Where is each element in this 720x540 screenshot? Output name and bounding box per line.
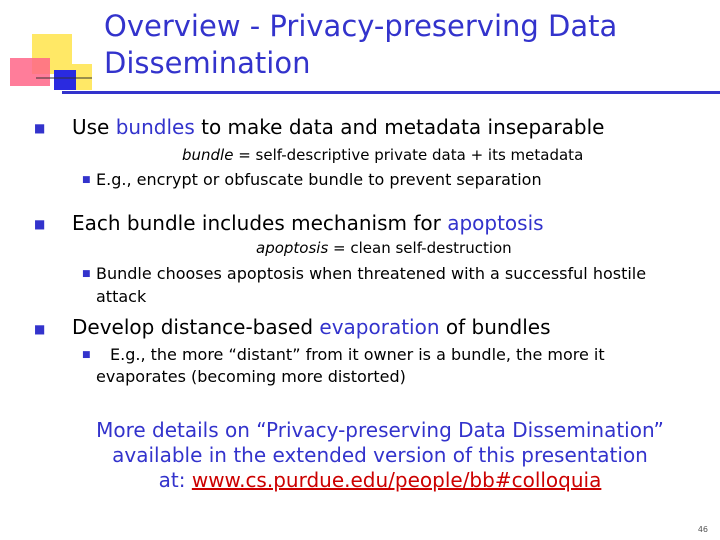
logo-blue-square bbox=[54, 70, 76, 90]
more-details-line-1: More details on “Privacy-preserving Data Dissemination” bbox=[96, 418, 664, 442]
title-line-1: Overview - Privacy-preserving Data bbox=[104, 9, 618, 43]
bullet-icon: ■ bbox=[34, 217, 46, 231]
highlight-apoptosis: apoptosis bbox=[447, 211, 544, 235]
definition-term: bundle bbox=[182, 146, 234, 164]
title-line-2: Dissemination bbox=[104, 46, 311, 80]
slide-logo bbox=[0, 0, 110, 100]
sub-bullet-icon: ■ bbox=[82, 175, 91, 185]
sub-bullet-icon: ■ bbox=[82, 350, 91, 360]
highlight-bundles: bundles bbox=[115, 115, 195, 139]
bullet-1: Use bundles to make data and metadata inseparable bbox=[72, 115, 605, 139]
more-details-line-2: available in the extended version of this presentation bbox=[112, 443, 648, 467]
more-details bbox=[70, 418, 690, 493]
sub-bullet-1: E.g., encrypt or obfuscate bundle to prevent separation bbox=[96, 170, 542, 189]
sub-bullet-icon: ■ bbox=[82, 269, 91, 279]
sub-bullet-3-line-1: E.g., the more “distant” from it owner is a bundle, the more it bbox=[110, 345, 605, 364]
more-details-line-3: at: www.cs.purdue.edu/people/bb#colloquia bbox=[158, 468, 602, 492]
title-underline bbox=[62, 91, 720, 94]
bullet-icon: ■ bbox=[34, 322, 46, 336]
sub-bullet-2-line-1: Bundle chooses apoptosis when threatened with a successful hostile bbox=[96, 264, 647, 283]
bullet-icon: ■ bbox=[34, 121, 46, 135]
sub-bullet-3-line-2: evaporates (becoming more distorted) bbox=[96, 367, 406, 386]
definition-apoptosis: apoptosis = clean self-destruction bbox=[256, 239, 512, 257]
page-number: 46 bbox=[697, 525, 708, 534]
slide-title bbox=[104, 8, 704, 82]
definition-bundle: bundle = self-descriptive private data + its metadata bbox=[182, 146, 584, 164]
bullet-2: Each bundle includes mechanism for apoptosis bbox=[72, 211, 544, 235]
sub-bullet-2-line-2: attack bbox=[96, 287, 147, 306]
logo-red-square bbox=[10, 58, 50, 86]
highlight-evaporation: evaporation bbox=[319, 315, 440, 339]
bullet-3: Develop distance-based evaporation of bundles bbox=[72, 315, 551, 339]
definition-term: apoptosis bbox=[256, 239, 329, 257]
colloquia-link[interactable]: www.cs.purdue.edu/people/bb#colloquia bbox=[191, 468, 602, 492]
